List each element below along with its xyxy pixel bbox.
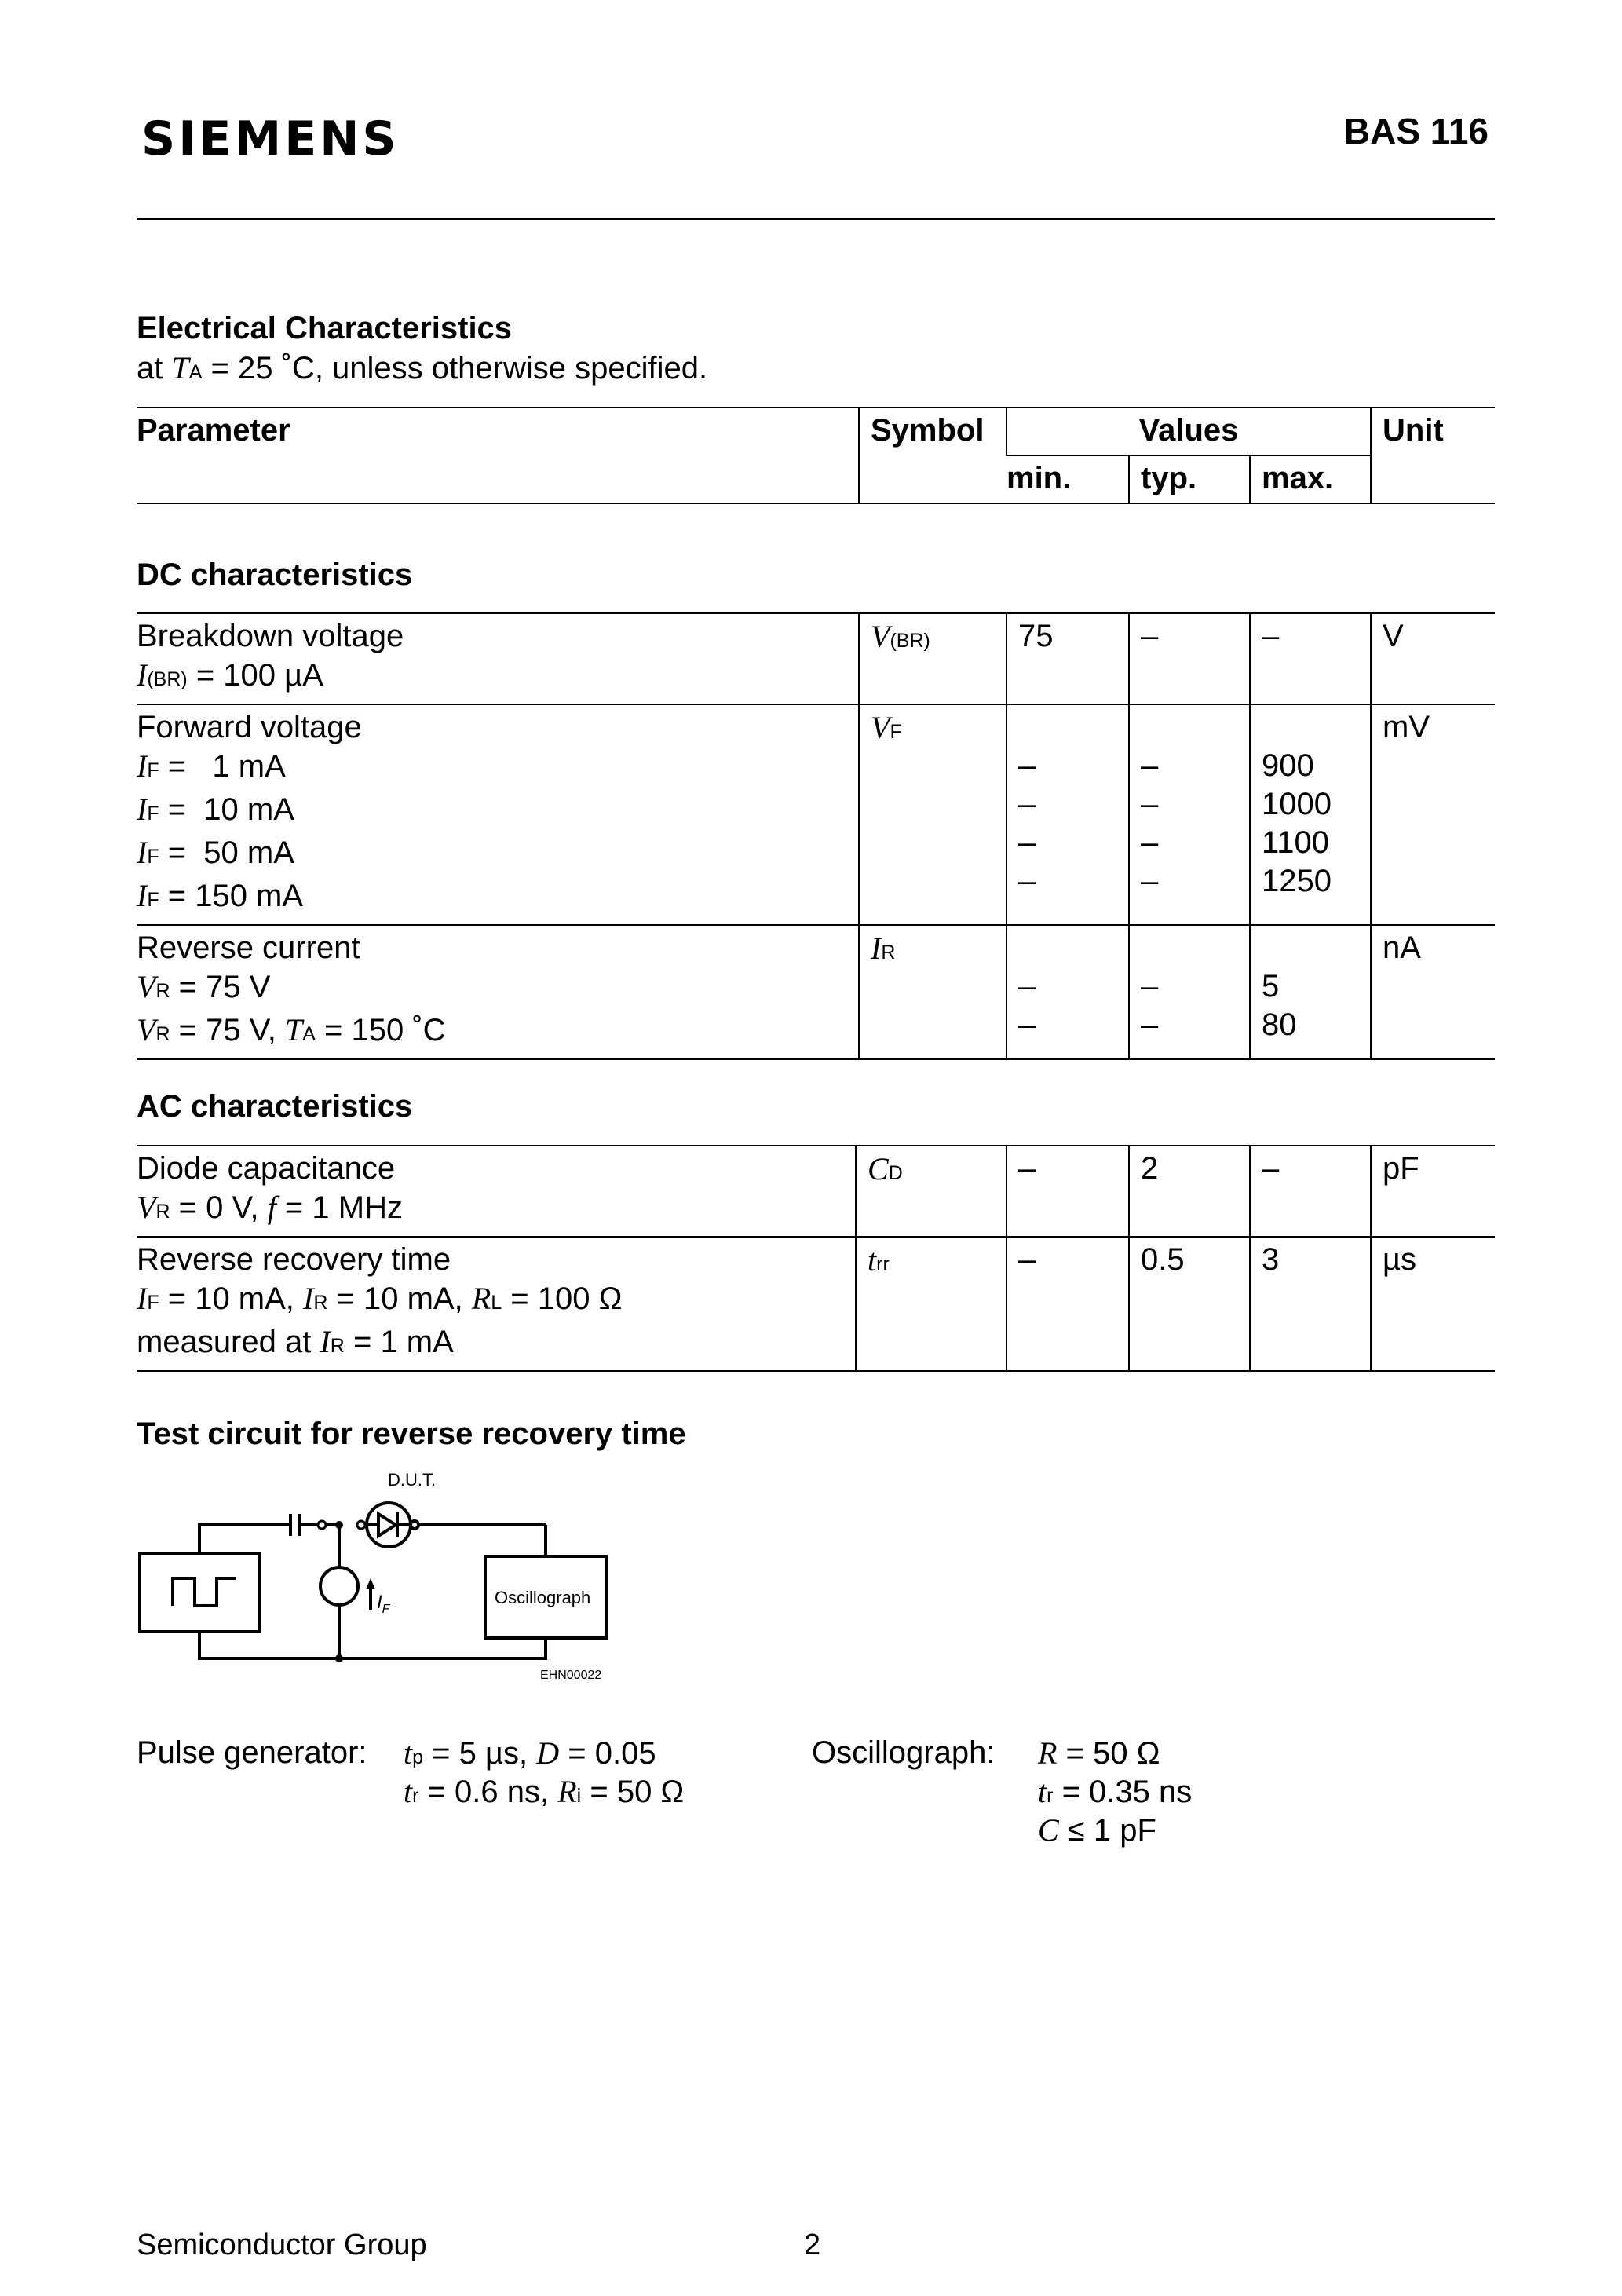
max-cell: –	[1250, 1146, 1371, 1237]
typ-cell: 2	[1129, 1146, 1250, 1237]
max-cell: 900 1000 1100 1250	[1250, 704, 1371, 925]
table-row	[137, 704, 1495, 925]
max-cell: 5 80	[1250, 925, 1371, 1059]
typ-cell: –	[1129, 613, 1250, 704]
page-number: 2	[804, 2228, 821, 2261]
current-source-icon	[320, 1567, 358, 1605]
header-divider	[137, 218, 1495, 220]
part-number: BAS 116	[1343, 111, 1489, 152]
min-cell: –	[1006, 1146, 1129, 1237]
pulse-generator-line2: tr = 0.6 ns, Ri = 50 Ω	[404, 1774, 685, 1809]
typ-cell: 0.5	[1129, 1237, 1250, 1371]
page-subtitle: at TA = 25 ˚C, unless otherwise specified.	[137, 350, 708, 386]
col-max: max.	[1250, 455, 1371, 503]
pulse-generator-box	[140, 1553, 259, 1632]
min-cell: – –	[1006, 925, 1129, 1059]
col-parameter: Parameter	[137, 408, 859, 503]
dc-section-title: DC characteristics	[137, 558, 413, 592]
diagram-code: EHN00022	[540, 1669, 602, 1682]
dc-table	[137, 612, 1495, 1060]
arrow-up-icon	[366, 1578, 375, 1589]
pulse-symbol	[173, 1578, 236, 1606]
brand-logo: SIEMENS	[141, 112, 400, 166]
oscillograph-line3: C ≤ 1 pF	[1038, 1812, 1156, 1848]
col-typ: typ.	[1129, 455, 1250, 503]
page-title: Electrical Characteristics	[137, 311, 513, 345]
table-row	[137, 1237, 1495, 1371]
max-cell: 3	[1250, 1237, 1371, 1371]
typ-cell: – –	[1129, 925, 1250, 1059]
oscillograph-label: Oscillograph	[495, 1588, 591, 1607]
symbol-cell: IR	[859, 925, 1006, 1059]
param-forward: Forward voltage IF = 1 mA IF = 10 mA IF = 50 mA IF = 150 mA	[137, 704, 859, 925]
table-row	[137, 1146, 1495, 1237]
param-breakdown: Breakdown voltage I(BR) = 100 µA	[137, 613, 859, 704]
table-row	[137, 925, 1495, 1059]
symbol-cell: V(BR)	[859, 613, 1006, 704]
min-cell: – – – –	[1006, 704, 1129, 925]
symbol-cell: VF	[859, 704, 1006, 925]
unit-cell: µs	[1371, 1237, 1495, 1371]
dut-label: D.U.T.	[388, 1470, 437, 1490]
pulse-generator-line1: tp = 5 µs, D = 0.05	[404, 1735, 656, 1771]
col-values: Values	[1006, 408, 1371, 455]
symbol-cell: trr	[856, 1237, 1006, 1371]
param-capacitance: Diode capacitance VR = 0 V, f = 1 MHz	[137, 1146, 856, 1237]
ac-table	[137, 1145, 1495, 1372]
header-table	[137, 407, 1495, 504]
test-circuit-title: Test circuit for reverse recovery time	[137, 1417, 686, 1451]
col-min: min.	[1006, 455, 1129, 503]
typ-cell: – – – –	[1129, 704, 1250, 925]
diode-icon	[367, 1503, 411, 1547]
unit-cell: nA	[1371, 925, 1495, 1059]
col-symbol: Symbol	[859, 408, 1006, 503]
max-cell: –	[1250, 613, 1371, 704]
min-cell: –	[1006, 1237, 1129, 1371]
ac-section-title: AC characteristics	[137, 1089, 413, 1124]
col-unit: Unit	[1371, 408, 1495, 503]
param-recovery: Reverse recovery time IF = 10 mA, IR = 10 mA, RL = 100 Ω measured at IR = 1 mA	[137, 1237, 856, 1371]
if-label: $I_F$	[377, 1592, 390, 1616]
test-circuit-diagram	[133, 1468, 620, 1688]
table-row	[137, 613, 1495, 704]
param-reverse: Reverse current VR = 75 V VR = 75 V, TA = 150 ˚C	[137, 925, 859, 1059]
oscillograph-line2: tr = 0.35 ns	[1038, 1774, 1193, 1809]
unit-cell: mV	[1371, 704, 1495, 925]
unit-cell: pF	[1371, 1146, 1495, 1237]
unit-cell: V	[1371, 613, 1495, 704]
oscillograph-line1: R = 50 Ω	[1038, 1735, 1160, 1771]
symbol-cell: CD	[856, 1146, 1006, 1237]
pulse-generator-label: Pulse generator:	[137, 1735, 367, 1770]
min-cell: 75	[1006, 613, 1129, 704]
footer-group: Semiconductor Group	[137, 2228, 427, 2261]
oscillograph-spec-label: Oscillograph:	[812, 1735, 995, 1770]
